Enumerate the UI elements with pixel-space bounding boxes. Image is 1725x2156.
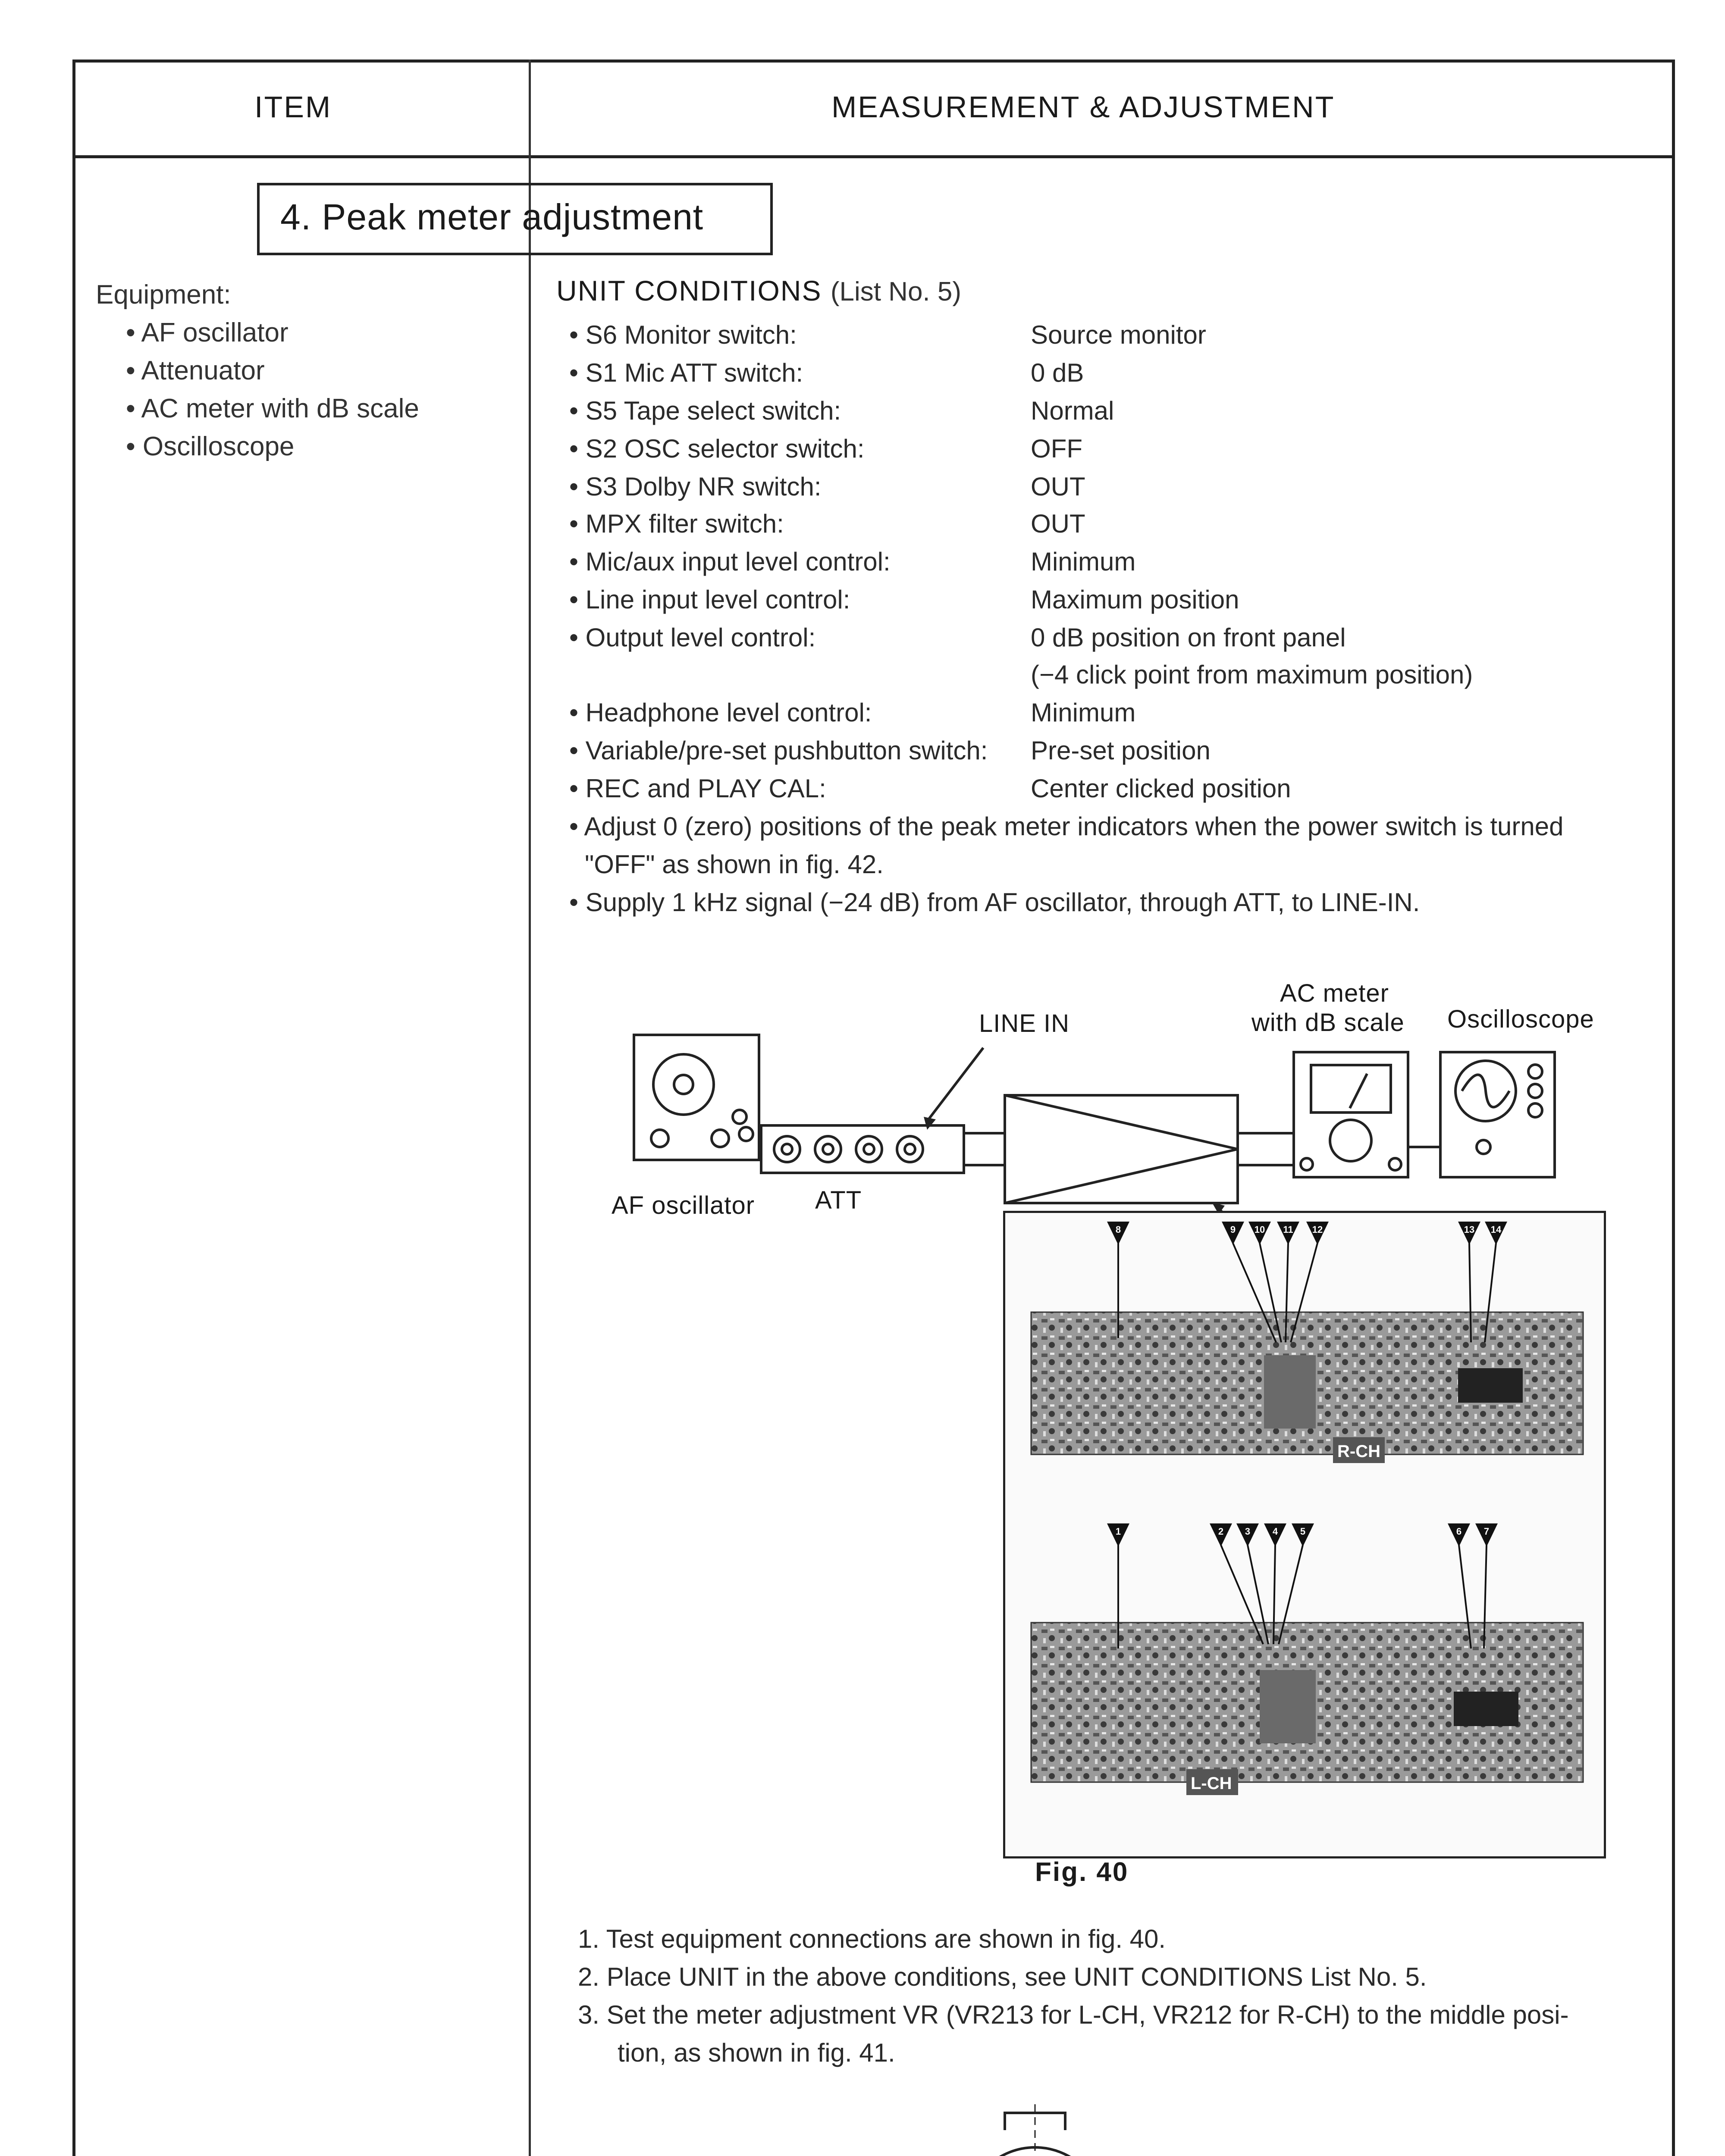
oscilloscope-label: Oscilloscope [1447,1005,1594,1033]
condition-value: 0 dB position on front panel [1031,623,1346,652]
pcb-photo-panel [1003,1211,1606,1858]
condition-value: OUT [1031,509,1085,538]
condition-label: • S6 Monitor switch: [569,320,797,349]
equipment-item: • Oscilloscope [126,432,295,461]
condition-label: • S1 Mic ATT switch: [569,358,803,387]
line-in-label: LINE IN [979,1009,1070,1037]
marker-12: 12 [1312,1224,1323,1235]
oscilloscope-box [1440,1052,1555,1177]
condition-value: Center clicked position [1031,774,1291,803]
pcb-photo [1005,1213,1604,1856]
marker-3: 3 [1245,1526,1251,1537]
condition-label: • Headphone level control: [569,698,872,727]
condition-value: OUT [1031,472,1085,501]
att-label: ATT [815,1186,862,1214]
condition-value: Source monitor [1031,320,1206,349]
equipment-item: • Attenuator [126,356,265,385]
condition-value: Pre-set position [1031,736,1211,765]
vr-drawing [940,2104,1138,2156]
condition-value: Maximum position [1031,585,1239,614]
condition-value: (−4 click point from maximum position) [1031,660,1473,689]
condition-value: OFF [1031,434,1082,463]
section-title: 4. Peak meter adjustment [280,197,704,237]
condition-label: • Mic/aux input level control: [569,547,891,576]
equipment-item: • AC meter with dB scale [126,394,419,423]
marker-2: 2 [1218,1526,1224,1537]
equipment-list [96,276,419,466]
condition-label: • S5 Tape select switch: [569,396,841,425]
lch-label: L-CH [1191,1774,1232,1793]
condition-label: • MPX filter switch: [569,509,784,538]
ac-meter-label-2: with dB scale [1251,1009,1405,1037]
marker-6: 6 [1456,1526,1462,1537]
marker-14: 14 [1490,1224,1502,1235]
condition-label: • S2 OSC selector switch: [569,434,865,463]
marker-9: 9 [1230,1224,1236,1235]
marker-13: 13 [1464,1224,1475,1235]
rch-label: R-CH [1337,1442,1380,1461]
condition-value: Minimum [1031,698,1136,727]
unit-box [1005,1095,1238,1203]
unit-conditions-title: UNIT CONDITIONS [556,275,822,307]
header-measurement: MEASUREMENT & ADJUSTMENT [831,90,1335,124]
fig40-caption: Fig. 40 [1035,1857,1129,1887]
equipment-heading: Equipment: [96,280,231,310]
condition-value: Minimum [1031,547,1136,576]
condition-label: • Variable/pre-set pushbutton switch: [569,736,988,765]
step-line: tion, as shown in fig. 41. [618,2038,895,2067]
unit-conditions-heading [556,274,961,307]
condition-label: • Output level control: [569,623,816,652]
ac-meter-label: AC meter [1280,979,1389,1007]
note-line: "OFF" as shown in fig. 42. [585,850,884,879]
condition-label: • REC and PLAY CAL: [569,774,826,803]
marker-11: 11 [1283,1224,1293,1235]
marker-10: 10 [1254,1224,1265,1235]
condition-value: 0 dB [1031,358,1084,387]
marker-1: 1 [1115,1526,1121,1537]
header-divider [72,155,1675,158]
equipment-item: • AF oscillator [126,318,289,348]
af-oscillator-label: AF oscillator [612,1191,755,1219]
condition-label: • Line input level control: [569,585,850,614]
note-line: • Supply 1 kHz signal (−24 dB) from AF oscillator, through ATT, to LINE-IN. [569,888,1420,917]
step-line: 2. Place UNIT in the above conditions, see UNIT CONDITIONS List No. 5. [578,1962,1427,1991]
marker-5: 5 [1300,1526,1306,1537]
af-oscillator-dial [653,1054,714,1115]
note-line: • Adjust 0 (zero) positions of the peak meter indicators when the power switch is turned [569,812,1564,841]
step-line: 1. Test equipment connections are shown in fig. 40. [578,1924,1166,1953]
unit-conditions-list-ref: (List No. 5) [830,277,962,307]
condition-value: Normal [1031,396,1114,425]
column-divider [529,60,531,2156]
step-line: 3. Set the meter adjustment VR (VR213 for L-CH, VR212 for R-CH) to the middle posi- [578,2000,1569,2029]
marker-4: 4 [1272,1526,1278,1537]
header-item: ITEM [254,90,332,124]
marker-8: 8 [1115,1224,1121,1235]
condition-label: • S3 Dolby NR switch: [569,472,822,501]
marker-7: 7 [1484,1526,1490,1537]
